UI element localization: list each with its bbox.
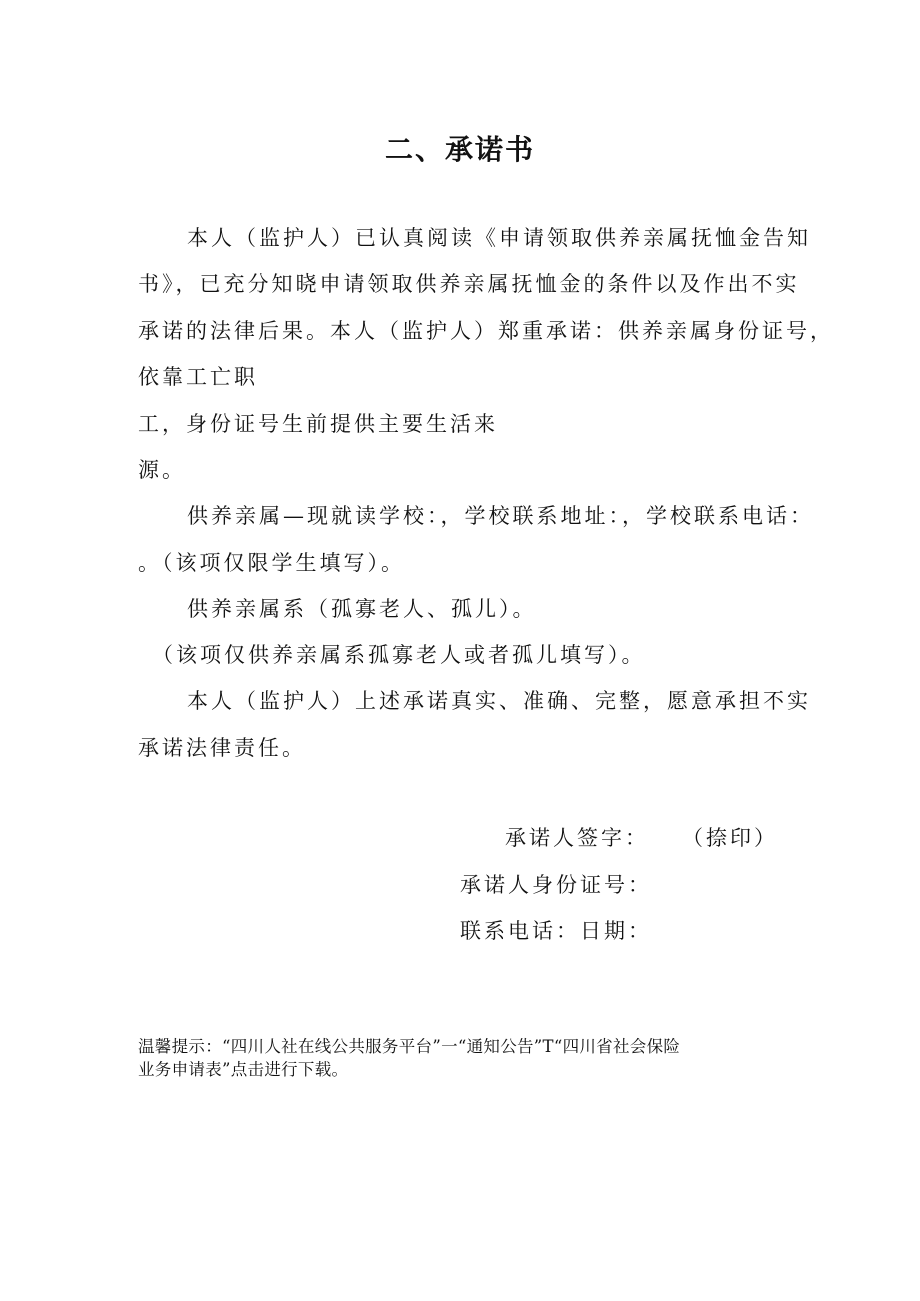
fingerprint-label: （捺印） bbox=[682, 826, 778, 850]
phone-date-label: 联系电话：日期： bbox=[460, 919, 652, 943]
body-line: （该项仅供养亲属系孤寡老人或者孤儿填写）。 bbox=[152, 643, 646, 667]
tip-line: 温馨提示：“四川人社在线公共服务平台”一“通知公告”T“四川省社会保险 bbox=[138, 1037, 681, 1056]
body-line: 本人（监护人）已认真阅读《申请领取供养亲属抚恤金告知 bbox=[187, 226, 811, 250]
tip-line: 业务申请表”点击进行下载。 bbox=[138, 1060, 349, 1079]
signer-label: 承诺人签字： bbox=[505, 826, 649, 850]
body-line: 承诺的法律后果。本人（监护人）郑重承诺：供养亲属身份证号， bbox=[138, 319, 834, 343]
body-line: 本人（监护人）上述承诺真实、准确、完整，愿意承担不实 bbox=[187, 689, 811, 713]
body-line: 工，身份证号生前提供主要生活来 bbox=[138, 412, 498, 436]
body-line: 依靠工亡职 bbox=[138, 365, 258, 389]
body-line: 书》，已充分知晓申请领取供养亲属抚恤金的条件以及作出不实 bbox=[138, 272, 800, 296]
body-line: 供养亲属—现就读学校：，学校联系地址：，学校联系电话： bbox=[187, 504, 814, 528]
body-line: 源。 bbox=[138, 458, 186, 482]
body-line: 供养亲属系（孤寡老人、孤儿）。 bbox=[187, 597, 537, 621]
id-number-label: 承诺人身份证号： bbox=[460, 873, 652, 897]
body-line: 承诺法律责任。 bbox=[138, 736, 306, 760]
body-line: 。（该项仅限学生填写）。 bbox=[138, 551, 405, 575]
document-title: 二、承诺书 bbox=[384, 133, 535, 166]
